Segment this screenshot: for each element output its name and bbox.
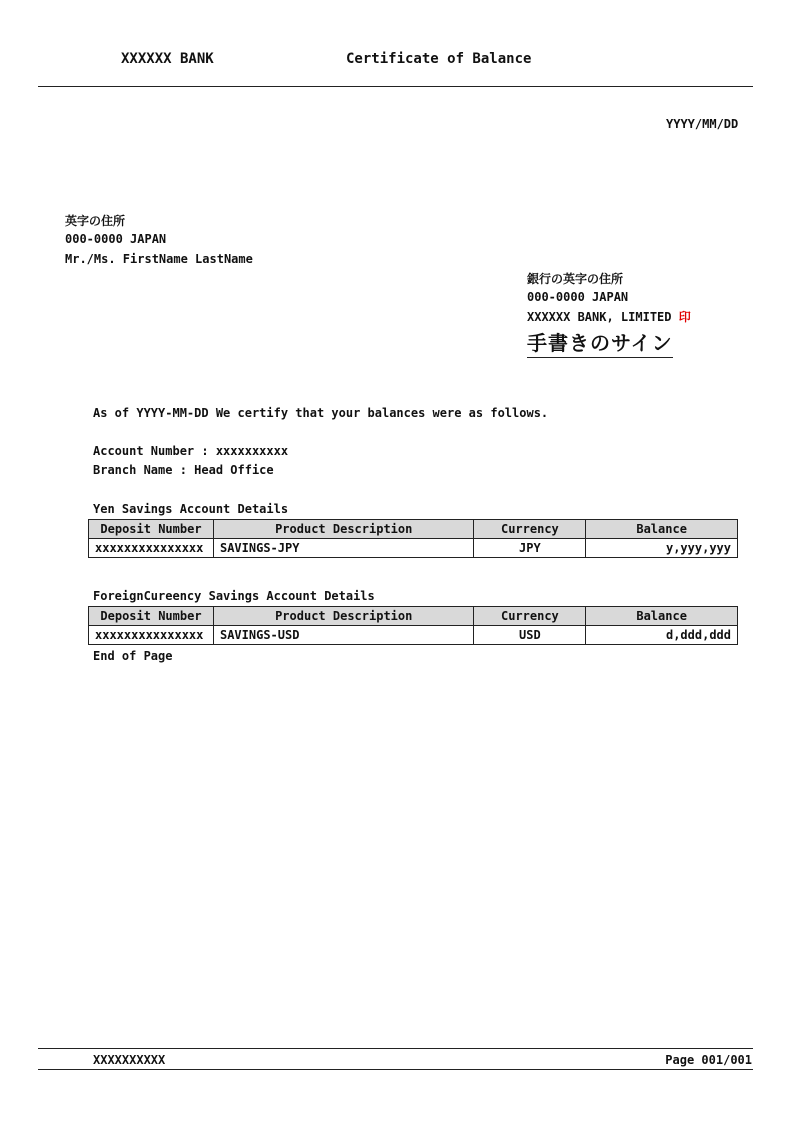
certify-statement: As of YYYY-MM-DD We certify that your balances were as follows. <box>93 406 549 420</box>
recipient-postal: 000-0000 JAPAN <box>65 232 167 246</box>
column-header-deposit-number: Deposit Number <box>89 607 214 626</box>
table-header-row <box>89 520 738 539</box>
deposit-number-cell: xxxxxxxxxxxxxxx <box>89 539 214 558</box>
footer-code: XXXXXXXXXX <box>93 1053 166 1067</box>
issuer-company-name: XXXXXX BANK, LIMITED <box>527 310 672 324</box>
page-number: Page 001/001 <box>665 1053 752 1067</box>
column-header-currency: Currency <box>474 607 586 626</box>
column-header-deposit-number: Deposit Number <box>89 520 214 539</box>
document-title: Certificate of Balance <box>346 51 532 67</box>
column-header-currency: Currency <box>474 520 586 539</box>
issuer-address: 銀行の英字の住所 <box>527 272 624 286</box>
issue-date: YYYY/MM/DD <box>666 117 739 131</box>
yen-account-table <box>88 519 738 558</box>
balance-cell: d,ddd,ddd <box>586 626 738 645</box>
foreign-section-title: ForeignCureency Savings Account Details <box>93 589 375 603</box>
deposit-number-cell: xxxxxxxxxxxxxxx <box>89 626 214 645</box>
table-row <box>89 539 738 558</box>
footer-divider-bottom <box>38 1069 753 1070</box>
end-of-page: End of Page <box>93 649 173 663</box>
balance-cell: y,yyy,yyy <box>586 539 738 558</box>
yen-section-title: Yen Savings Account Details <box>93 502 289 516</box>
account-number: Account Number : xxxxxxxxxx <box>93 444 289 458</box>
column-header-product-description: Product Description <box>213 520 474 539</box>
branch-name: Branch Name : Head Office <box>93 463 274 477</box>
issuer-postal: 000-0000 JAPAN <box>527 290 629 304</box>
table-row <box>89 626 738 645</box>
currency-cell: JPY <box>474 539 586 558</box>
bank-name: XXXXXX BANK <box>121 51 214 67</box>
issuer-company <box>527 308 691 325</box>
column-header-balance: Balance <box>586 607 738 626</box>
table-header-row <box>89 607 738 626</box>
recipient-name: Mr./Ms. FirstName LastName <box>65 252 253 266</box>
product-description-cell: SAVINGS-JPY <box>213 539 474 558</box>
currency-cell: USD <box>474 626 586 645</box>
header-divider <box>38 86 753 87</box>
handwritten-signature: 手書きのサイン <box>527 327 673 358</box>
seal-stamp: 印 <box>678 310 691 324</box>
column-header-balance: Balance <box>586 520 738 539</box>
product-description-cell: SAVINGS-USD <box>213 626 474 645</box>
recipient-address: 英字の住所 <box>65 214 126 228</box>
column-header-product-description: Product Description <box>213 607 474 626</box>
footer-divider-top <box>38 1048 753 1049</box>
foreign-account-table <box>88 606 738 645</box>
